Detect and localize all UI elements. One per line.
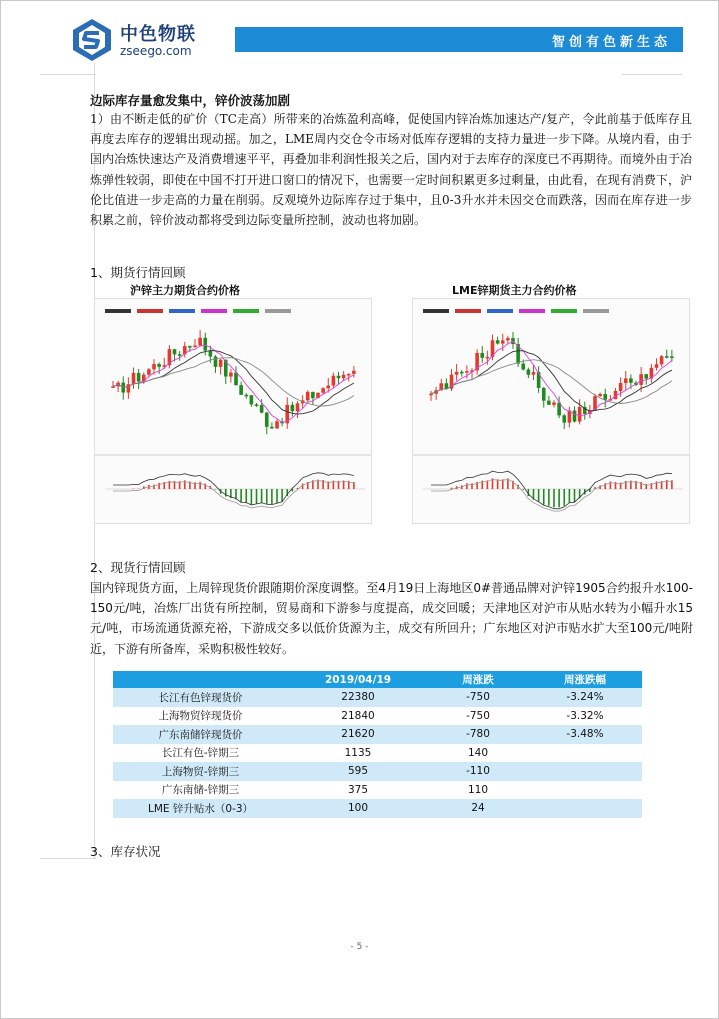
candle-body	[655, 364, 659, 368]
candle-body	[573, 411, 577, 422]
candle-body	[214, 357, 218, 367]
candle-body	[326, 386, 330, 389]
table-row	[113, 799, 642, 818]
table-row	[113, 762, 642, 781]
table-cell: 22380	[288, 688, 428, 707]
candle-body	[111, 386, 115, 388]
logo-mark-icon	[70, 18, 114, 62]
candle-body	[629, 378, 633, 382]
candle-body	[321, 388, 325, 392]
table-header-cell: 周涨跌幅	[528, 671, 642, 688]
chart-background	[413, 299, 689, 523]
table-cell: -3.24%	[528, 688, 642, 707]
table-row	[113, 707, 642, 726]
candle-body	[598, 394, 602, 396]
spot-market-paragraph: 国内锌现货方面，上周锌现货价跟随期价深度调整。至4月19日上海地区0#普通品牌对沪锌1905合约报升水100-150元/吨，冶炼厂出货有所控制，贸易商和下游参与度提高，成交回暖；天津地区对沪市从贴水转为小幅升水15元/吨，市场流通货源充裕，下游成交多以低价货源为主，成交有所回升；广东地区对沪市贴水扩大至100元/吨附近，下游有所备库，采购积极性较好。	[90, 581, 693, 656]
table-header-row	[113, 671, 642, 688]
section-heading-futures: 1、期货行情回顾	[90, 265, 186, 280]
indicator-legend-swatch	[423, 309, 449, 313]
candle-body	[152, 364, 156, 369]
table-cell	[528, 762, 642, 781]
table-header-cell: 2019/04/19	[288, 671, 428, 688]
table-cell: 21620	[288, 725, 428, 744]
candle-body	[603, 394, 607, 400]
indicator-legend-swatch	[233, 309, 259, 313]
chart-background	[95, 299, 371, 523]
candle-body	[275, 421, 279, 428]
indicator-legend-swatch	[169, 309, 195, 313]
candle-body	[465, 371, 469, 373]
candle-body	[347, 374, 351, 376]
candle-body	[486, 357, 490, 359]
candle-body	[532, 372, 536, 375]
candle-body	[173, 349, 177, 354]
candle-body	[332, 376, 336, 386]
candle-body	[311, 392, 315, 398]
candle-body	[203, 338, 207, 351]
table-cell: 广东南储-锌期三	[161, 784, 240, 797]
candle-body	[291, 405, 295, 411]
indicator-legend-swatch	[265, 309, 291, 313]
table-cell: -3.32%	[566, 709, 604, 722]
indicator-legend-swatch	[519, 309, 545, 313]
candle-body	[239, 385, 243, 395]
lme-zinc-price-chart-image	[412, 298, 690, 524]
candle-body	[521, 364, 525, 370]
company-logo	[70, 18, 230, 64]
table-row	[113, 781, 642, 800]
candle-body	[255, 404, 259, 406]
candle-body	[198, 338, 202, 346]
candle-body	[260, 405, 264, 413]
table-row	[113, 725, 642, 744]
candle-body	[670, 356, 674, 358]
table-cell: 595	[288, 762, 428, 781]
indicator-legend-swatch	[201, 309, 227, 313]
table-cell: -750	[466, 709, 490, 722]
lme-zinc-candlestick-svg	[413, 299, 689, 523]
indicator-legend-swatch	[105, 309, 131, 313]
header-banner	[235, 27, 683, 52]
candle-body	[132, 373, 136, 384]
indicator-legend-swatch	[583, 309, 609, 313]
shfe-zinc-price-chart-image	[94, 298, 372, 524]
candle-body	[229, 373, 233, 377]
candle-body	[337, 376, 341, 378]
candle-body	[639, 374, 643, 385]
table-cell: 24	[428, 799, 528, 818]
margin-rule-top-right	[622, 74, 682, 75]
candle-body	[624, 378, 628, 383]
spot-price-table	[113, 671, 642, 818]
candle-body	[188, 346, 192, 348]
candle-body	[219, 360, 223, 367]
table-cell: 100	[288, 799, 428, 818]
candle-body	[501, 340, 505, 343]
table-cell	[528, 799, 642, 818]
candle-body	[527, 370, 531, 375]
candle-body	[547, 401, 551, 405]
section-heading-spot: 2、现货行情回顾	[90, 560, 186, 575]
table-cell	[528, 781, 642, 800]
table-cell: 上海物贸锌现货价	[158, 710, 243, 723]
margin-rule-top-left	[40, 74, 96, 75]
section-heading-inventory: 边际库存量愈发集中，锌价波荡加剧	[90, 93, 291, 108]
candle-body	[644, 374, 648, 378]
candle-body	[296, 403, 300, 411]
candle-body	[342, 375, 346, 378]
table-cell: 375	[347, 783, 369, 796]
indicator-legend-swatch	[455, 309, 481, 313]
table-cell: 21840	[341, 709, 375, 722]
candle-body	[455, 372, 459, 375]
candle-body	[270, 427, 274, 429]
section-heading-stock: 3、库存状况	[90, 844, 161, 859]
candle-body	[178, 354, 182, 356]
indicator-legend-swatch	[137, 309, 163, 313]
candle-body	[537, 372, 541, 388]
candle-body	[506, 338, 510, 340]
logo-chinese-name: 中色物联	[120, 24, 196, 45]
indicator-legend-swatch	[551, 309, 577, 313]
candle-body	[542, 388, 546, 401]
candle-body	[157, 364, 161, 367]
candle-body	[660, 356, 664, 364]
candle-body	[244, 395, 248, 397]
candle-body	[306, 392, 310, 400]
candle-body	[209, 350, 213, 356]
table-header-cell	[113, 671, 288, 688]
logo-website: zseego.com	[120, 44, 192, 58]
table-cell: LME 锌升贴水（0-3）	[113, 799, 288, 818]
table-cell: 长江有色-锌期三	[161, 747, 240, 760]
candle-body	[619, 383, 623, 391]
candle-body	[193, 346, 197, 348]
analysis-paragraph: 1）由不断走低的矿价（TC走高）所带来的冶炼盈利高峰，促使国内锌冶炼加速达产/复产，令此前基于低库存且再度去库存的逻辑出现动摇。加之，LME周内交仓令市场对低库存逻辑的支持力量进一步下降。从境内看，由于国内冶炼快速达产及消费增速平平，再叠加非利润性报关之后，国内对于去库存的深度已不再期待。而境外由于冶炼弹性较弱，即使在中国不打开进口窗口的情况下，也需要一定时间积累更多过剩量，由此看，在现有消费下，沪伦比值进一步走高的力量在削弱。反观境外边际库存过于集中，且0-3升水并未因交仓而跌落，因而在库存进一步积累之前，锌价波动都将受到边际变量所控制，波动也将加剧。	[90, 112, 692, 228]
candle-body	[352, 371, 356, 374]
header-slogan: 智创有色新生态	[551, 35, 671, 50]
margin-rule-bottom-left	[40, 858, 96, 859]
table-cell: 1135	[344, 746, 372, 759]
candle-body	[137, 373, 141, 382]
candle-body	[552, 402, 556, 404]
candle-body	[480, 353, 484, 358]
table-cell: -750	[428, 688, 528, 707]
candle-body	[496, 340, 500, 343]
candle-body	[578, 407, 582, 422]
table-cell: -3.48%	[528, 725, 642, 744]
table-cell: 110	[467, 783, 489, 796]
table-cell: -110	[428, 762, 528, 781]
candle-body	[429, 394, 433, 396]
table-cell: -780	[428, 725, 528, 744]
chart-title-shfe-zinc: 沪锌主力期货合约价格	[130, 284, 240, 297]
chart-title-lme-zinc: LME锌期货主力合约价格	[452, 284, 577, 297]
table-row	[113, 744, 642, 763]
table-header-cell: 周涨跌	[428, 671, 528, 688]
indicator-legend-swatch	[487, 309, 513, 313]
table-cell: 长江有色锌现货价	[113, 688, 288, 707]
table-cell	[528, 744, 642, 763]
table-row	[113, 688, 642, 707]
candle-body	[665, 356, 669, 358]
shfe-zinc-candlestick-svg	[95, 299, 371, 523]
candle-body	[562, 415, 566, 422]
candle-body	[460, 372, 464, 374]
table-cell: 140	[467, 746, 489, 759]
candle-body	[147, 369, 151, 374]
table-cell: 上海物贸-锌期三	[113, 762, 288, 781]
page-number: - 5 -	[350, 942, 369, 952]
candle-body	[250, 395, 254, 404]
table-cell: 广东南储锌现货价	[113, 725, 288, 744]
candle-body	[234, 373, 238, 386]
candle-body	[265, 413, 269, 427]
